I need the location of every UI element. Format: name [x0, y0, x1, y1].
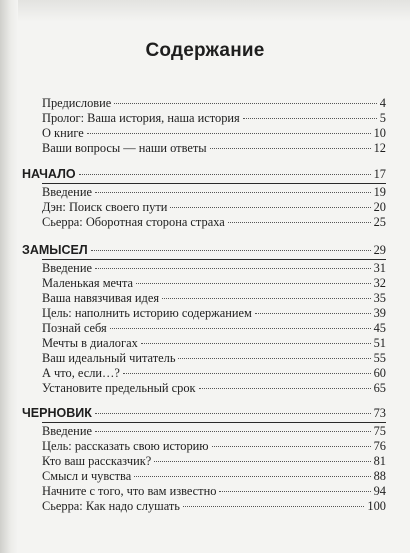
toc-entry-label: Установите предельный срок [42, 381, 196, 395]
toc-entry-page: 12 [373, 141, 386, 155]
toc-entry-label: Познай себя [42, 321, 107, 335]
toc-entry-label: Начните с того, что вам известно [42, 484, 217, 498]
leader-dots [134, 476, 370, 477]
toc-entry-page: 76 [373, 439, 386, 453]
toc-entry-label: Цель: наполнить историю содержанием [42, 306, 252, 320]
toc-entry-page: 81 [373, 454, 386, 468]
section-page: 73 [373, 406, 386, 420]
toc-entry-label: Кто ваш рассказчик? [42, 454, 152, 468]
toc-entry-label: О книге [42, 126, 84, 140]
toc-entry-label: А что, если…? [42, 366, 120, 380]
page-edge-left [0, 0, 18, 553]
toc-entry [42, 335, 386, 351]
toc-section-concept [22, 241, 386, 259]
toc-entry-label: Сьерра: Оборотная сторона страха [42, 215, 225, 229]
toc-entry-about-book [42, 125, 386, 141]
leader-dots [110, 328, 371, 329]
toc-section-draft [22, 404, 386, 422]
toc-entry-page: 65 [373, 381, 386, 395]
toc-entry-page: 94 [373, 484, 386, 498]
leader-dots [199, 388, 371, 389]
leader-dots [95, 413, 371, 414]
leader-dots [136, 283, 371, 284]
leader-dots [154, 461, 370, 462]
toc-entry-label: Мечты в диалогах [42, 336, 138, 350]
toc-entry-label: Цель: рассказать свою историю [42, 439, 209, 453]
toc-entry-page: 55 [373, 351, 386, 365]
toc-entry-label: Маленькая мечта [42, 276, 134, 290]
toc-section-beginning [22, 165, 386, 183]
toc-entry [42, 453, 386, 469]
toc-entry [42, 438, 386, 454]
toc-entry-preface [42, 95, 386, 111]
leader-dots [178, 358, 370, 359]
toc-entry-page: 10 [373, 126, 386, 140]
leader-dots [123, 373, 371, 374]
leader-dots [95, 268, 371, 269]
toc-entry [42, 365, 386, 381]
leader-dots [79, 174, 371, 175]
section-title: ЧЕРНОВИК [22, 406, 92, 420]
toc-entry [42, 320, 386, 336]
toc-entry [42, 275, 386, 291]
leader-dots [255, 313, 371, 314]
leader-dots [243, 118, 377, 119]
section-title: ЗАМЫСЕЛ [22, 243, 88, 257]
section-page: 29 [373, 243, 386, 257]
toc-entry-page: 31 [373, 261, 386, 275]
leader-dots [170, 207, 370, 208]
toc-entry [42, 498, 386, 514]
toc-entry-label: Введение [42, 261, 92, 275]
leader-dots [141, 343, 371, 344]
toc-entry-label: Пролог: Ваша история, наша история [42, 111, 240, 125]
toc-entry [42, 305, 386, 321]
leader-dots [114, 103, 377, 104]
toc-entry-label: Введение [42, 424, 92, 438]
toc-entry [42, 214, 386, 230]
toc-entry-label: Ваш идеальный читатель [42, 351, 176, 365]
toc-entry-page: 39 [373, 306, 386, 320]
leader-dots [95, 431, 371, 432]
toc-entry-page: 32 [373, 276, 386, 290]
toc-entry-page: 60 [373, 366, 386, 380]
toc-entry-label: Сьерра: Как надо слушать [42, 499, 180, 513]
page-edge-top [0, 0, 410, 22]
toc-entry-questions [42, 140, 386, 156]
section-title: НАЧАЛО [22, 167, 76, 181]
toc-entry [42, 423, 386, 439]
leader-dots [87, 133, 371, 134]
toc-entry [42, 380, 386, 396]
toc-entry [42, 260, 386, 276]
leader-dots [162, 298, 371, 299]
leader-dots [91, 250, 371, 251]
toc-entry [42, 468, 386, 484]
toc-entry-page: 20 [373, 200, 386, 214]
leader-dots [228, 222, 371, 223]
toc-entry-page: 100 [367, 499, 386, 513]
toc-entry [42, 483, 386, 499]
toc-entry-page: 5 [379, 111, 386, 125]
toc-entry-page: 88 [373, 469, 386, 483]
toc-entry [42, 199, 386, 215]
toc-entry-page: 19 [373, 185, 386, 199]
leader-dots [212, 446, 371, 447]
toc-entry-label: Введение [42, 185, 92, 199]
toc-entry-prologue [42, 110, 386, 126]
toc-entry-page: 25 [373, 215, 386, 229]
toc-entry-label: Ваши вопросы — наши ответы [42, 141, 207, 155]
toc-entry [42, 350, 386, 366]
page-title: Содержание [145, 40, 265, 61]
toc-entry [42, 184, 386, 200]
leader-dots [210, 148, 371, 149]
leader-dots [95, 192, 371, 193]
toc-entry-page: 75 [373, 424, 386, 438]
toc-entry [42, 290, 386, 306]
toc-entry-page: 4 [379, 96, 386, 110]
leader-dots [219, 491, 370, 492]
toc-entry-page: 35 [373, 291, 386, 305]
toc-entry-label: Дэн: Поиск своего пути [42, 200, 168, 214]
toc-entry-label: Предисловие [42, 96, 112, 110]
leader-dots [183, 506, 364, 507]
section-page: 17 [373, 167, 386, 181]
toc-entry-page: 51 [373, 336, 386, 350]
toc-entry-label: Смысл и чувства [42, 469, 132, 483]
toc-entry-label: Ваша навязчивая идея [42, 291, 160, 305]
toc-entry-page: 45 [373, 321, 386, 335]
